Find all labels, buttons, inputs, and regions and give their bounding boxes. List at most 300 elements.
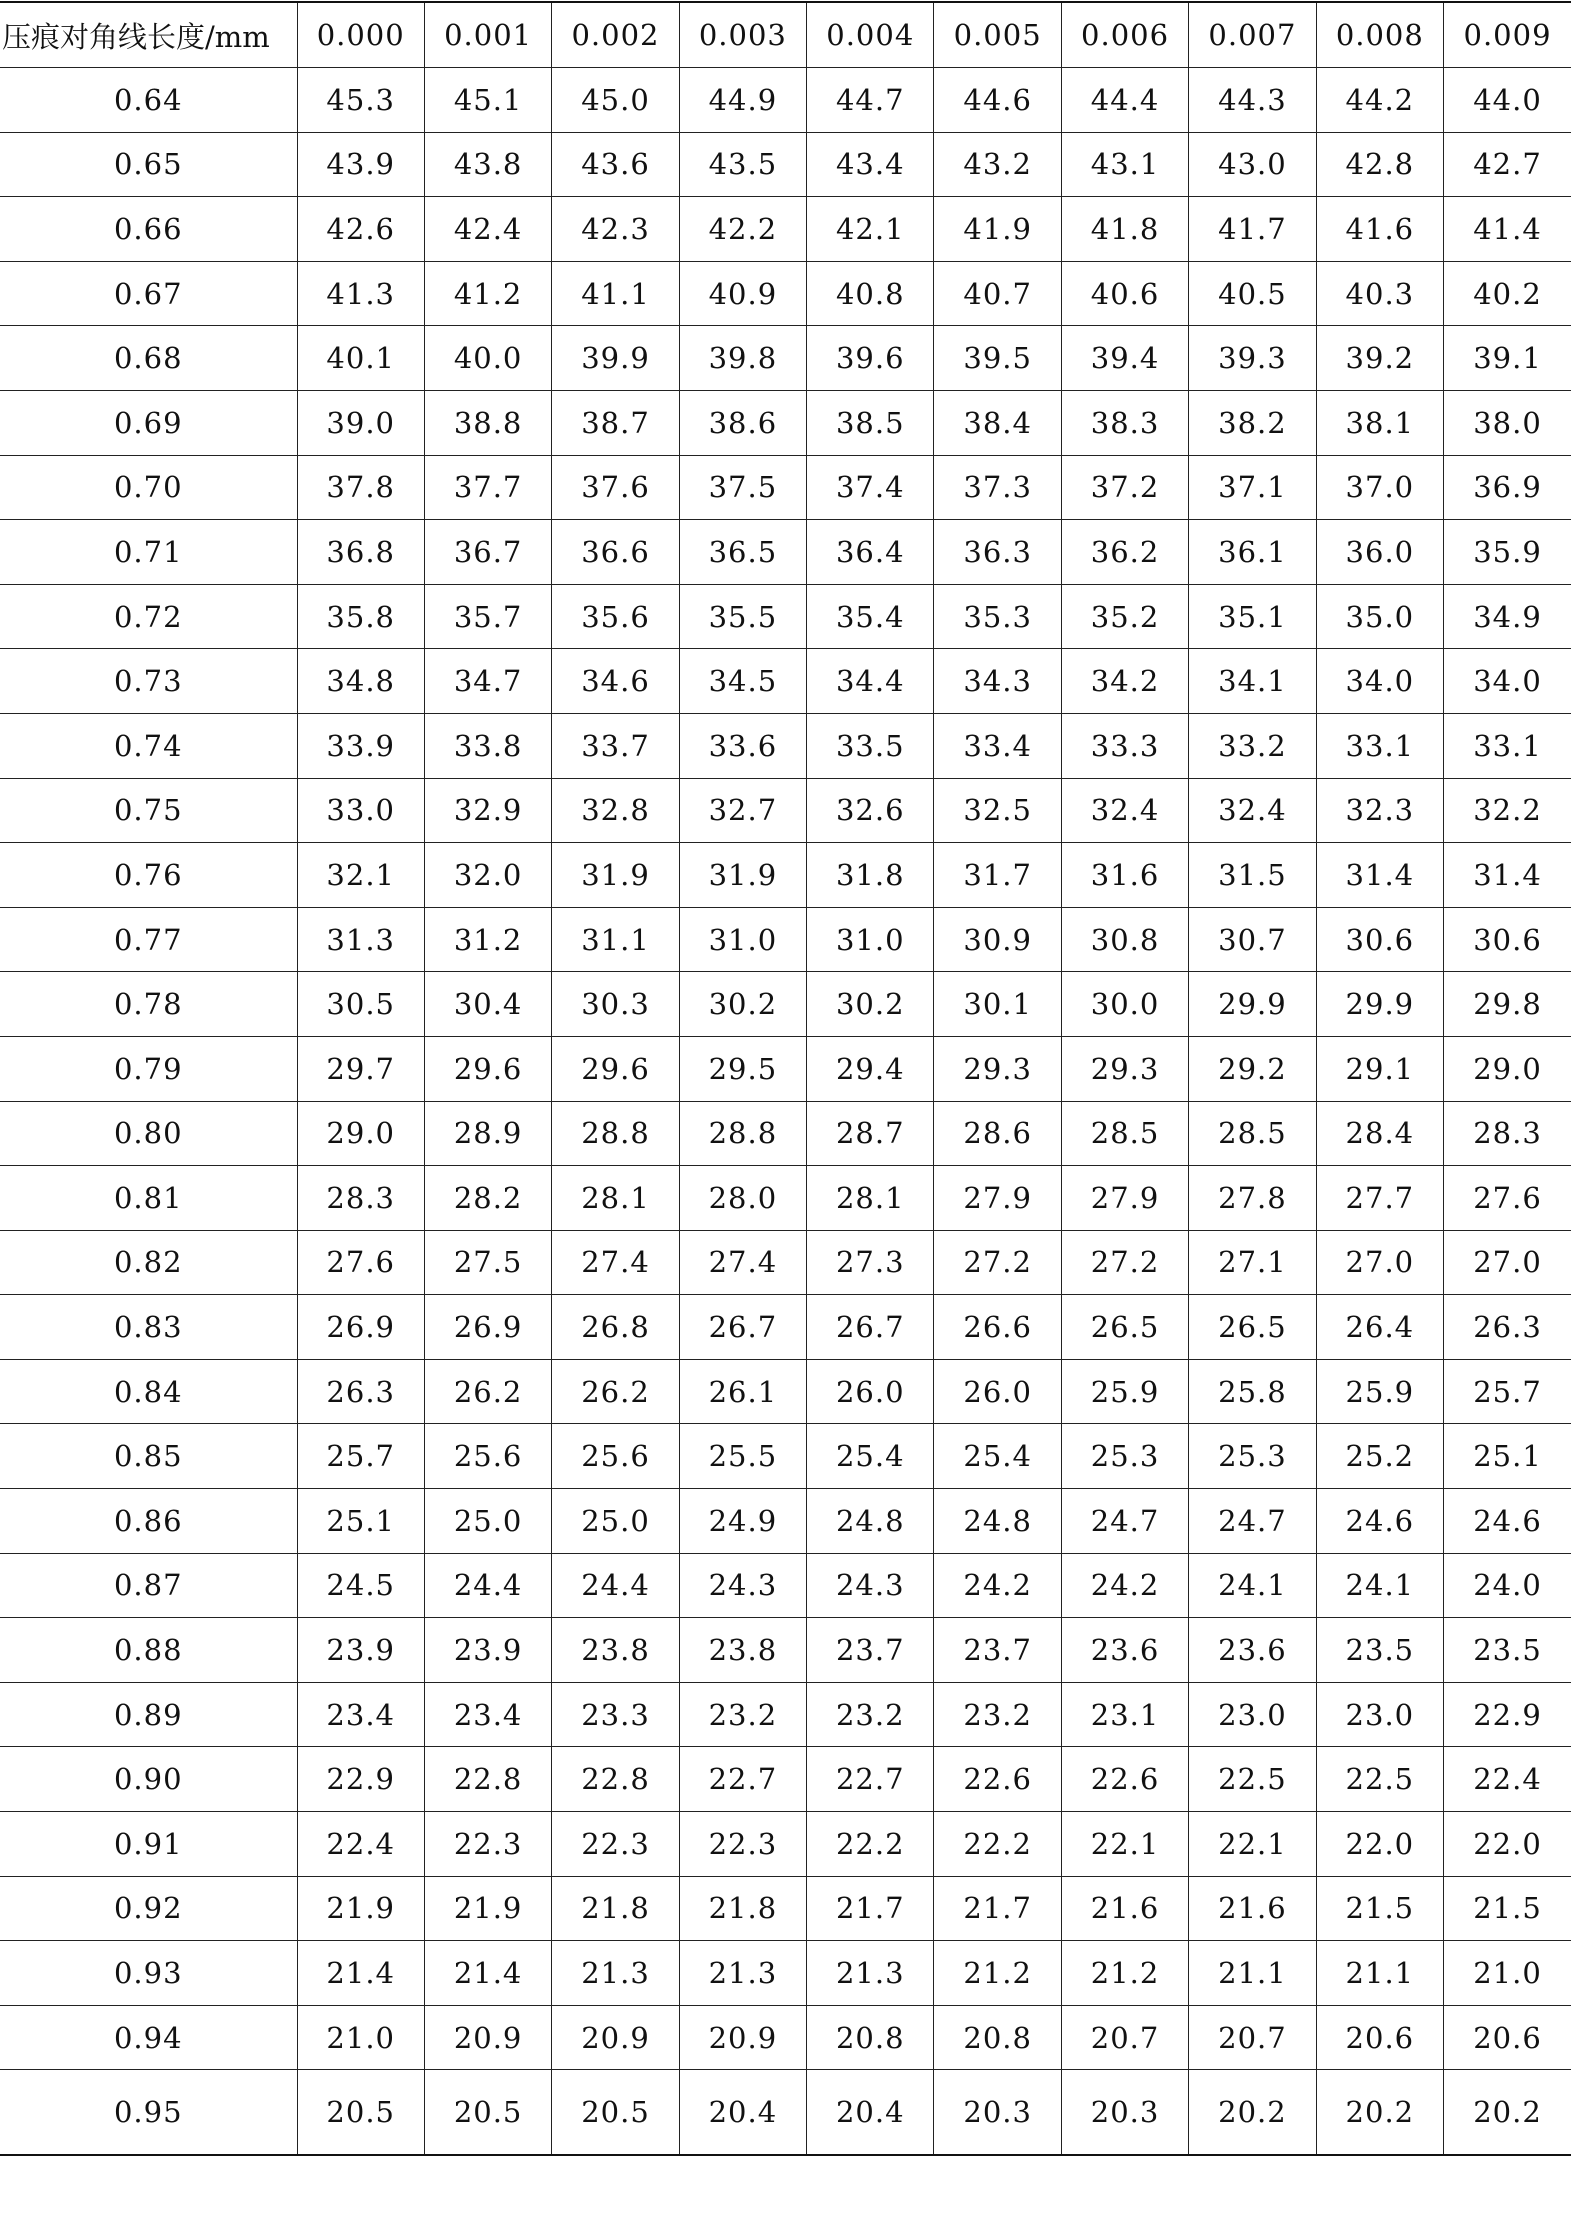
table-cell: 31.6 [1061,843,1188,908]
table-cell: 24.7 [1189,1489,1316,1554]
table-row [0,1101,1571,1166]
row-label: 0.81 [0,1166,297,1231]
table-cell: 43.9 [297,132,424,197]
table-row [0,713,1571,778]
table-row [0,1553,1571,1618]
table-cell: 23.5 [1316,1618,1443,1683]
table-cell: 27.0 [1316,1230,1443,1295]
table-cell: 24.8 [934,1489,1061,1554]
table-cell: 38.4 [934,390,1061,455]
table-cell: 35.5 [679,584,806,649]
table-cell: 32.2 [1444,778,1571,843]
table-cell: 37.7 [424,455,551,520]
table-cell: 44.9 [679,68,806,133]
table-cell: 38.7 [552,390,679,455]
table-cell: 32.4 [1189,778,1316,843]
table-cell: 34.1 [1189,649,1316,714]
table-cell: 23.8 [679,1618,806,1683]
table-row [0,1941,1571,2006]
table-cell: 26.0 [934,1359,1061,1424]
table-cell: 45.0 [552,68,679,133]
table-cell: 31.4 [1444,843,1571,908]
table-cell: 33.8 [424,713,551,778]
table-cell: 27.9 [1061,1166,1188,1231]
row-label: 0.70 [0,455,297,520]
table-cell: 21.5 [1316,1876,1443,1941]
table-cell: 36.7 [424,520,551,585]
table-cell: 42.7 [1444,132,1571,197]
column-header: 0.004 [807,2,934,68]
table-cell: 25.7 [297,1424,424,1489]
table-cell: 33.0 [297,778,424,843]
table-cell: 36.3 [934,520,1061,585]
table-cell: 24.7 [1061,1489,1188,1554]
table-cell: 26.7 [807,1295,934,1360]
table-cell: 40.9 [679,261,806,326]
table-cell: 39.3 [1189,326,1316,391]
table-cell: 25.1 [1444,1424,1571,1489]
table-cell: 44.3 [1189,68,1316,133]
table-cell: 25.5 [679,1424,806,1489]
table-cell: 34.2 [1061,649,1188,714]
table-cell: 35.2 [1061,584,1188,649]
table-cell: 30.9 [934,907,1061,972]
table-cell: 24.6 [1444,1489,1571,1554]
table-cell: 21.3 [679,1941,806,2006]
table-cell: 43.1 [1061,132,1188,197]
table-cell: 22.7 [807,1747,934,1812]
table-cell: 30.8 [1061,907,1188,972]
table-cell: 25.3 [1189,1424,1316,1489]
table-cell: 41.8 [1061,197,1188,262]
table-cell: 27.6 [1444,1166,1571,1231]
table-cell: 25.2 [1316,1424,1443,1489]
table-cell: 26.2 [424,1359,551,1424]
table-cell: 26.5 [1061,1295,1188,1360]
table-cell: 20.8 [807,2005,934,2070]
table-cell: 23.0 [1316,1682,1443,1747]
row-label: 0.95 [0,2070,297,2156]
table-cell: 40.6 [1061,261,1188,326]
table-cell: 31.8 [807,843,934,908]
table-cell: 40.7 [934,261,1061,326]
table-cell: 20.4 [807,2070,934,2156]
table-row [0,1359,1571,1424]
table-cell: 24.3 [679,1553,806,1618]
table-cell: 38.0 [1444,390,1571,455]
table-cell: 28.4 [1316,1101,1443,1166]
table-cell: 39.0 [297,390,424,455]
table-cell: 27.7 [1316,1166,1443,1231]
row-label: 0.82 [0,1230,297,1295]
table-cell: 31.5 [1189,843,1316,908]
table-cell: 20.9 [424,2005,551,2070]
table-cell: 24.5 [297,1553,424,1618]
table-cell: 30.5 [297,972,424,1037]
table-cell: 23.2 [807,1682,934,1747]
table-cell: 22.3 [679,1812,806,1877]
row-label: 0.94 [0,2005,297,2070]
table-cell: 35.9 [1444,520,1571,585]
table-cell: 22.7 [679,1747,806,1812]
table-cell: 23.3 [552,1682,679,1747]
table-row [0,1036,1571,1101]
row-label: 0.68 [0,326,297,391]
table-cell: 35.4 [807,584,934,649]
table-cell: 31.1 [552,907,679,972]
corner-header: 压痕对角线长度/mm [0,2,297,68]
table-cell: 21.4 [297,1941,424,2006]
table-cell: 26.3 [297,1359,424,1424]
table-row [0,778,1571,843]
table-cell: 26.9 [424,1295,551,1360]
table-cell: 22.6 [934,1747,1061,1812]
table-cell: 34.8 [297,649,424,714]
table-cell: 20.6 [1316,2005,1443,2070]
table-cell: 28.7 [807,1101,934,1166]
table-cell: 35.3 [934,584,1061,649]
table-cell: 31.0 [679,907,806,972]
row-label: 0.65 [0,132,297,197]
table-cell: 29.3 [934,1036,1061,1101]
row-label: 0.75 [0,778,297,843]
table-cell: 34.0 [1444,649,1571,714]
table-row [0,132,1571,197]
table-cell: 30.0 [1061,972,1188,1037]
table-cell: 42.8 [1316,132,1443,197]
table-row [0,261,1571,326]
table-cell: 24.6 [1316,1489,1443,1554]
table-cell: 26.5 [1189,1295,1316,1360]
table-cell: 45.3 [297,68,424,133]
table-cell: 24.1 [1316,1553,1443,1618]
table-cell: 31.9 [679,843,806,908]
table-cell: 24.3 [807,1553,934,1618]
table-cell: 36.8 [297,520,424,585]
table-cell: 30.6 [1444,907,1571,972]
table-cell: 23.6 [1189,1618,1316,1683]
table-cell: 26.8 [552,1295,679,1360]
table-cell: 30.6 [1316,907,1443,972]
table-cell: 41.1 [552,261,679,326]
table-cell: 29.2 [1189,1036,1316,1101]
table-cell: 28.8 [552,1101,679,1166]
column-header: 0.005 [934,2,1061,68]
table-cell: 22.4 [297,1812,424,1877]
table-cell: 23.9 [424,1618,551,1683]
row-label: 0.71 [0,520,297,585]
table-cell: 33.5 [807,713,934,778]
table-cell: 42.3 [552,197,679,262]
row-label: 0.87 [0,1553,297,1618]
row-label: 0.77 [0,907,297,972]
table-cell: 23.4 [424,1682,551,1747]
table-cell: 22.3 [552,1812,679,1877]
table-cell: 23.0 [1189,1682,1316,1747]
table-cell: 43.2 [934,132,1061,197]
column-header: 0.003 [679,2,806,68]
table-cell: 34.9 [1444,584,1571,649]
table-cell: 43.4 [807,132,934,197]
table-cell: 25.6 [552,1424,679,1489]
table-cell: 22.2 [934,1812,1061,1877]
table-cell: 33.1 [1316,713,1443,778]
table-row [0,1295,1571,1360]
table-cell: 26.2 [552,1359,679,1424]
table-cell: 29.9 [1189,972,1316,1037]
table-cell: 33.9 [297,713,424,778]
table-cell: 36.4 [807,520,934,585]
table-cell: 41.9 [934,197,1061,262]
table-cell: 29.4 [807,1036,934,1101]
table-row [0,390,1571,455]
table-cell: 28.8 [679,1101,806,1166]
row-label: 0.86 [0,1489,297,1554]
table-cell: 22.0 [1316,1812,1443,1877]
table-cell: 22.6 [1061,1747,1188,1812]
table-cell: 21.5 [1444,1876,1571,1941]
column-header: 0.000 [297,2,424,68]
table-cell: 28.5 [1189,1101,1316,1166]
table-cell: 23.5 [1444,1618,1571,1683]
table-row [0,1424,1571,1489]
table-cell: 33.4 [934,713,1061,778]
table-body [0,68,1571,2156]
table-cell: 20.3 [1061,2070,1188,2156]
row-label: 0.66 [0,197,297,262]
table-cell: 27.9 [934,1166,1061,1231]
table-cell: 21.7 [807,1876,934,1941]
table-cell: 25.6 [424,1424,551,1489]
table-cell: 38.5 [807,390,934,455]
table-cell: 25.8 [1189,1359,1316,1424]
table-cell: 37.1 [1189,455,1316,520]
column-header: 0.002 [552,2,679,68]
table-row [0,197,1571,262]
table-cell: 35.7 [424,584,551,649]
table-cell: 40.0 [424,326,551,391]
table-cell: 42.2 [679,197,806,262]
table-cell: 34.0 [1316,649,1443,714]
table-cell: 25.0 [424,1489,551,1554]
table-cell: 33.7 [552,713,679,778]
table-cell: 37.0 [1316,455,1443,520]
table-row [0,584,1571,649]
table-cell: 39.1 [1444,326,1571,391]
table-cell: 23.4 [297,1682,424,1747]
table-cell: 29.6 [552,1036,679,1101]
table-cell: 44.4 [1061,68,1188,133]
table-cell: 20.7 [1061,2005,1188,2070]
table-cell: 25.9 [1316,1359,1443,1424]
table-cell: 30.1 [934,972,1061,1037]
table-cell: 30.2 [807,972,934,1037]
table-cell: 21.0 [297,2005,424,2070]
table-cell: 21.1 [1189,1941,1316,2006]
table-cell: 29.0 [1444,1036,1571,1101]
table-cell: 29.0 [297,1101,424,1166]
table-row [0,1618,1571,1683]
table-cell: 20.4 [679,2070,806,2156]
table-cell: 39.5 [934,326,1061,391]
table-cell: 31.3 [297,907,424,972]
table-cell: 33.6 [679,713,806,778]
table-cell: 21.8 [679,1876,806,1941]
table-cell: 24.8 [807,1489,934,1554]
table-cell: 37.4 [807,455,934,520]
table-row [0,1489,1571,1554]
table-cell: 37.6 [552,455,679,520]
table-cell: 21.9 [424,1876,551,1941]
table-cell: 25.7 [1444,1359,1571,1424]
table-cell: 43.8 [424,132,551,197]
table-row [0,649,1571,714]
row-label: 0.80 [0,1101,297,1166]
table-cell: 25.4 [807,1424,934,1489]
table-cell: 28.6 [934,1101,1061,1166]
table-cell: 26.3 [1444,1295,1571,1360]
table-cell: 44.2 [1316,68,1443,133]
table-row [0,68,1571,133]
table-cell: 28.2 [424,1166,551,1231]
row-label: 0.79 [0,1036,297,1101]
table-cell: 21.1 [1316,1941,1443,2006]
table-cell: 22.1 [1061,1812,1188,1877]
table-cell: 28.1 [807,1166,934,1231]
table-cell: 26.1 [679,1359,806,1424]
table-row [0,972,1571,1037]
table-cell: 34.3 [934,649,1061,714]
table-cell: 20.8 [934,2005,1061,2070]
table-cell: 28.3 [1444,1101,1571,1166]
table-cell: 25.0 [552,1489,679,1554]
table-cell: 20.2 [1444,2070,1571,2156]
table-cell: 38.3 [1061,390,1188,455]
row-label: 0.90 [0,1747,297,1812]
table-cell: 40.5 [1189,261,1316,326]
table-cell: 32.0 [424,843,551,908]
table-cell: 36.9 [1444,455,1571,520]
column-header: 0.007 [1189,2,1316,68]
row-label: 0.73 [0,649,297,714]
table-cell: 35.1 [1189,584,1316,649]
table-cell: 30.3 [552,972,679,1037]
table-cell: 21.7 [934,1876,1061,1941]
table-row [0,326,1571,391]
table-cell: 22.8 [552,1747,679,1812]
table-cell: 31.7 [934,843,1061,908]
table-cell: 31.0 [807,907,934,972]
table-cell: 39.8 [679,326,806,391]
table-cell: 21.3 [552,1941,679,2006]
table-cell: 37.3 [934,455,1061,520]
table-cell: 20.5 [297,2070,424,2156]
table-cell: 20.9 [679,2005,806,2070]
table-cell: 43.0 [1189,132,1316,197]
table-cell: 22.5 [1189,1747,1316,1812]
table-cell: 26.0 [807,1359,934,1424]
table-cell: 28.9 [424,1101,551,1166]
table-cell: 25.1 [297,1489,424,1554]
table-cell: 22.2 [807,1812,934,1877]
table-cell: 41.4 [1444,197,1571,262]
table-cell: 21.2 [1061,1941,1188,2006]
table-cell: 33.3 [1061,713,1188,778]
table-cell: 31.2 [424,907,551,972]
table-cell: 33.2 [1189,713,1316,778]
table-row [0,2070,1571,2156]
table-cell: 20.7 [1189,2005,1316,2070]
table-cell: 45.1 [424,68,551,133]
table-cell: 23.2 [934,1682,1061,1747]
table-cell: 44.6 [934,68,1061,133]
table-cell: 42.4 [424,197,551,262]
table-cell: 27.6 [297,1230,424,1295]
row-label: 0.69 [0,390,297,455]
table-cell: 34.7 [424,649,551,714]
table-row [0,2005,1571,2070]
table-cell: 35.6 [552,584,679,649]
table-cell: 36.6 [552,520,679,585]
table-cell: 39.6 [807,326,934,391]
table-cell: 39.2 [1316,326,1443,391]
table-row [0,1682,1571,1747]
table-cell: 26.9 [297,1295,424,1360]
table-cell: 41.7 [1189,197,1316,262]
table-cell: 28.3 [297,1166,424,1231]
table-cell: 29.9 [1316,972,1443,1037]
table-cell: 26.6 [934,1295,1061,1360]
row-label: 0.67 [0,261,297,326]
row-label: 0.64 [0,68,297,133]
table-cell: 27.4 [552,1230,679,1295]
table-cell: 22.3 [424,1812,551,1877]
row-label: 0.74 [0,713,297,778]
table-cell: 20.2 [1316,2070,1443,2156]
table-cell: 29.3 [1061,1036,1188,1101]
table-cell: 36.0 [1316,520,1443,585]
table-cell: 42.1 [807,197,934,262]
table-cell: 40.8 [807,261,934,326]
column-header: 0.008 [1316,2,1443,68]
table-cell: 23.6 [1061,1618,1188,1683]
header-row [0,2,1571,68]
table-cell: 31.9 [552,843,679,908]
hardness-table [0,1,1571,2156]
table-cell: 22.0 [1444,1812,1571,1877]
table-cell: 32.4 [1061,778,1188,843]
table-cell: 25.9 [1061,1359,1188,1424]
row-label: 0.83 [0,1295,297,1360]
table-cell: 25.4 [934,1424,1061,1489]
table-cell: 24.2 [1061,1553,1188,1618]
table-cell: 40.1 [297,326,424,391]
table-cell: 21.0 [1444,1941,1571,2006]
table-cell: 36.1 [1189,520,1316,585]
table-cell: 27.8 [1189,1166,1316,1231]
table-cell: 32.8 [552,778,679,843]
table-cell: 27.1 [1189,1230,1316,1295]
table-cell: 20.5 [424,2070,551,2156]
table-cell: 20.3 [934,2070,1061,2156]
table-cell: 24.4 [552,1553,679,1618]
table-cell: 24.9 [679,1489,806,1554]
column-header: 0.009 [1444,2,1571,68]
table-row [0,907,1571,972]
table-cell: 24.2 [934,1553,1061,1618]
table-cell: 43.5 [679,132,806,197]
table-cell: 34.6 [552,649,679,714]
